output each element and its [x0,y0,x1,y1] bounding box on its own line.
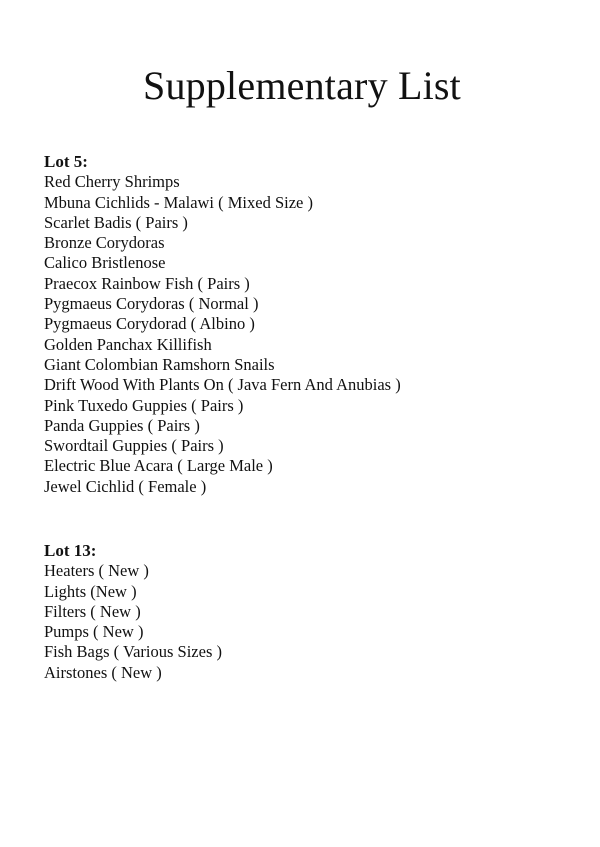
lot-5-section [44,152,401,497]
list-item: Scarlet Badis ( Pairs ) [44,212,188,232]
list-item: Heaters ( New ) [44,561,149,581]
list-item: Bronze Corydoras [44,233,165,253]
page-title: Supplementary List [143,63,461,108]
list-item: Panda Guppies ( Pairs ) [44,415,200,435]
lot-5-heading: Lot 5: [44,152,88,171]
lot-5-item-list [44,172,401,497]
list-item: Airstones ( New ) [44,662,162,682]
list-item: Calico Bristlenose [44,253,166,273]
list-item: Lights (New ) [44,581,137,601]
list-item: Jewel Cichlid ( Female ) [44,476,207,496]
lot-13-item-list [44,561,222,683]
list-item: Pygmaeus Corydorad ( Albino ) [44,314,255,334]
list-item: Drift Wood With Plants On ( Java Fern And Anubias ) [44,375,401,395]
list-item: Pink Tuxedo Guppies ( Pairs ) [44,395,244,415]
lot-13-heading: Lot 13: [44,541,97,560]
list-item: Praecox Rainbow Fish ( Pairs ) [44,273,250,293]
list-item: Pumps ( New ) [44,622,144,642]
list-item: Golden Panchax Killifish [44,334,212,354]
list-item: Swordtail Guppies ( Pairs ) [44,436,224,456]
lot-13-section [44,541,222,683]
list-item: Electric Blue Acara ( Large Male ) [44,456,273,476]
list-item: Filters ( New ) [44,601,141,621]
list-item: Pygmaeus Corydoras ( Normal ) [44,294,259,314]
list-item: Fish Bags ( Various Sizes ) [44,642,222,662]
list-item: Giant Colombian Ramshorn Snails [44,354,275,374]
list-item: Red Cherry Shrimps [44,172,180,192]
list-item: Mbuna Cichlids - Malawi ( Mixed Size ) [44,192,313,212]
